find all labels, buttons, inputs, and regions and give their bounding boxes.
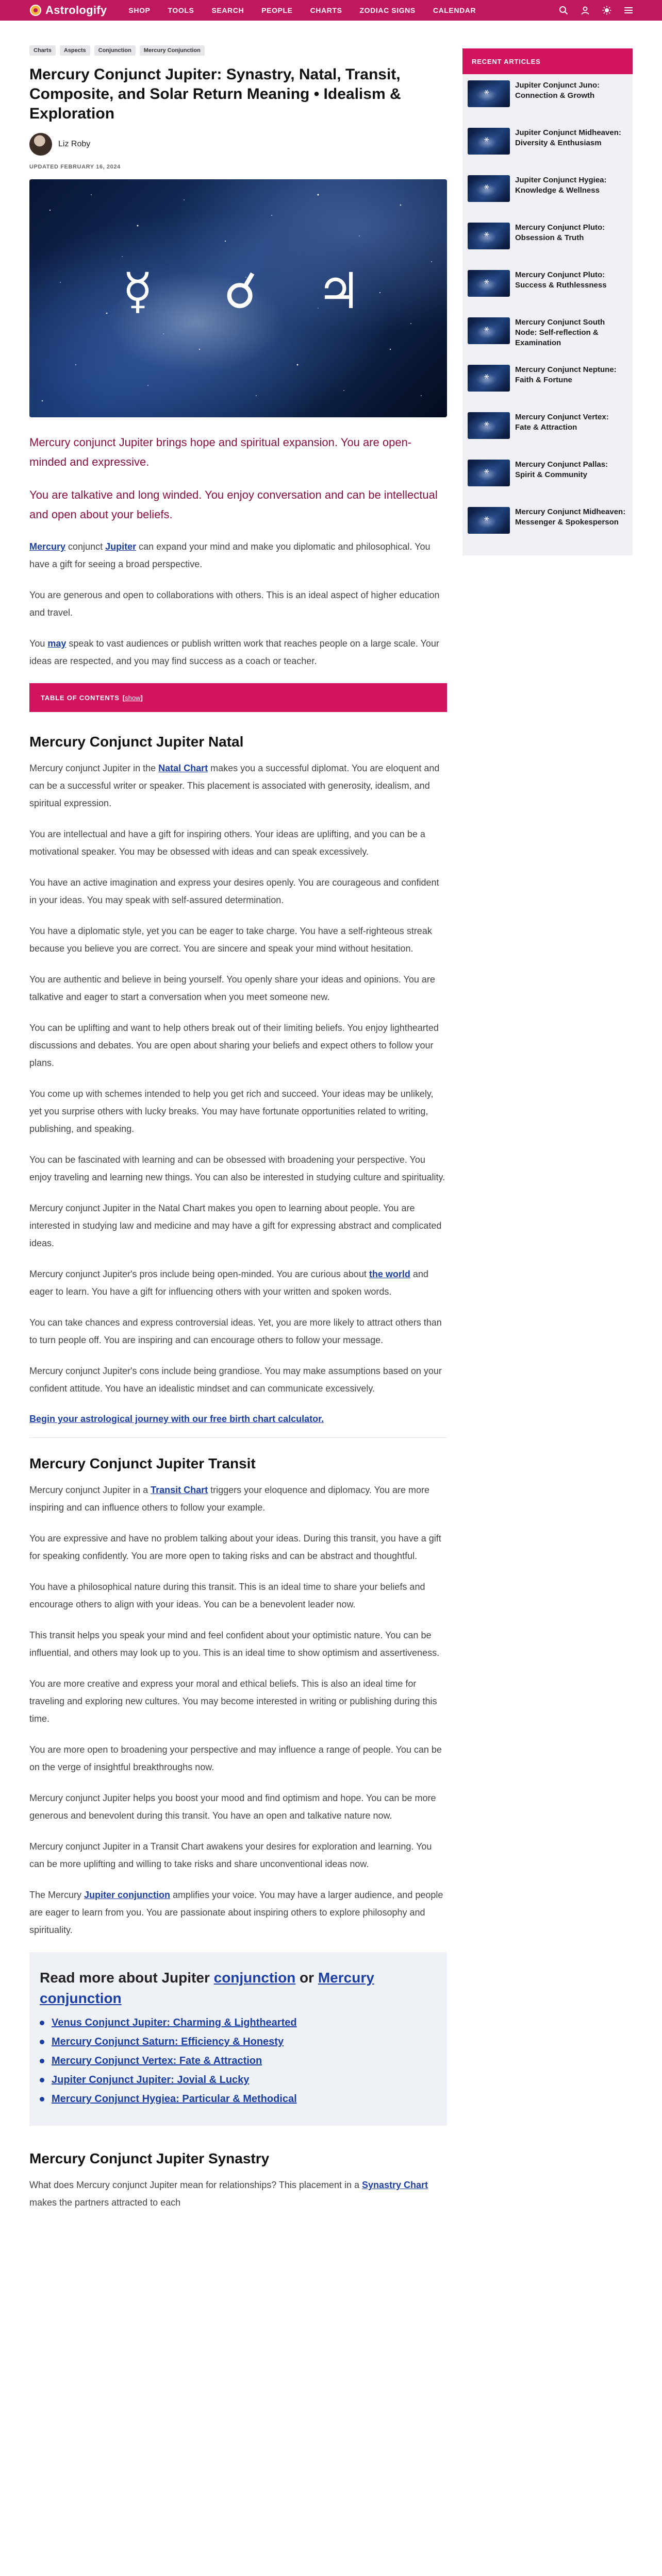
recent-article-item[interactable]: [462, 169, 633, 216]
nav-icons: [547, 5, 634, 15]
natal-chart-link[interactable]: Natal Chart: [158, 763, 208, 773]
recent-article-title[interactable]: Mercury Conjunct Pluto: Obsession & Truth: [515, 223, 605, 242]
section-divider: [29, 1437, 447, 1438]
natal-paragraph: You have a diplomatic style, yet you can be eager to take charge. You have a self-righteous streak because you believe you are correct. You are sincere and speak your mind without hesitation.: [29, 926, 432, 954]
may-link[interactable]: may: [47, 638, 67, 649]
read-more-link[interactable]: Mercury Conjunct Vertex: Fate & Attraction: [52, 2055, 262, 2066]
intro-paragraph-2: You are generous and open to collaborations with others. This is an ideal aspect of higher education and travel.: [29, 590, 440, 618]
recent-article-title[interactable]: Jupiter Conjunct Juno: Connection & Growth: [515, 81, 600, 100]
list-item: [40, 2036, 437, 2048]
read-more-link[interactable]: Mercury Conjunct Saturn: Efficiency & Honesty: [52, 2036, 284, 2047]
read-more-link[interactable]: Venus Conjunct Jupiter: Charming & Lighthearted: [52, 2017, 297, 2028]
tag-mercury-conjunction[interactable]: Mercury Conjunction: [140, 45, 205, 56]
tag-list: [29, 45, 447, 56]
recent-article-item[interactable]: [462, 122, 633, 169]
recent-article-title[interactable]: Mercury Conjunct Vertex: Fate & Attraction: [515, 413, 609, 432]
recent-article-item[interactable]: [462, 453, 633, 501]
recent-article-item[interactable]: [462, 501, 633, 548]
natal-paragraph: You are intellectual and have a gift for inspiring others. Your ideas are uplifting, and you can be a motivational speaker. You may be obsessed with ideas and can speak excessively.: [29, 829, 425, 857]
article: [29, 45, 447, 2225]
transit-paragraph: You are more open to broadening your perspective and may influence a range of people. You can be on the verge of insightful breakthroughs now.: [29, 1744, 442, 1772]
natal-paragraph: You can be fascinated with learning and can be obsessed with broadening your perspective. You enjoy traveling and learning new things. You can also be interested in studying culture and spirituality.: [29, 1155, 445, 1182]
jupiter-glyph-icon: ♃: [316, 262, 361, 320]
recent-article-title[interactable]: Mercury Conjunct Pluto: Success & Ruthlessness: [515, 270, 607, 290]
search-icon[interactable]: [558, 5, 569, 15]
read-more-list: [40, 2017, 437, 2105]
transit-paragraph: You are more creative and express your moral and ethical beliefs. This is also an ideal time for traveling and exploring new cultures. You may become interested in writing or publishing during this time.: [29, 1679, 437, 1724]
nav-link-zodiac-signs[interactable]: ZODIAC SIGNS: [359, 6, 416, 14]
recent-article-item[interactable]: [462, 74, 633, 122]
nav-link-calendar[interactable]: CALENDAR: [433, 6, 476, 14]
bullet-icon: [40, 2097, 44, 2102]
recent-article-item[interactable]: [462, 264, 633, 311]
mercury-link[interactable]: Mercury: [29, 541, 66, 552]
lead-paragraph-2: You are talkative and long winded. You enjoy conversation and can be intellectual and open about your beliefs.: [29, 488, 438, 521]
tag-charts[interactable]: Charts: [29, 45, 56, 56]
sun-icon[interactable]: [602, 5, 612, 15]
transit-paragraph: You have a philosophical nature during this transit. This is an ideal time to share your beliefs and encourage others to align with your ideas. You can be a benevolent leader now.: [29, 1582, 425, 1609]
read-more-title: Read more about Jupiter conjunction or Mercury conjunction: [40, 1970, 374, 2006]
transit-chart-link[interactable]: Transit Chart: [151, 1485, 208, 1495]
recent-article-item[interactable]: [462, 311, 633, 359]
read-more-link[interactable]: Jupiter Conjunct Jupiter: Jovial & Lucky: [52, 2074, 250, 2086]
jupiter-link[interactable]: Jupiter: [105, 541, 137, 552]
tag-aspects[interactable]: Aspects: [60, 45, 90, 56]
natal-paragraph: Mercury conjunct Jupiter's cons include being grandiose. You may make assumptions based on your confident attitude. You have an idealistic mindset and can communicate excessively.: [29, 1366, 442, 1394]
transit-paragraph: The Mercury Jupiter conjunction amplifies your voice. You may have a larger audience, and people are eager to learn from you. You are passionate about inspiring others to explore philosophy and spirituality.: [29, 1890, 443, 1935]
conjunction-link[interactable]: conjunction: [213, 1970, 296, 1986]
natal-heading: Mercury Conjunct Jupiter Natal: [29, 734, 244, 750]
article-thumbnail: [468, 317, 510, 344]
toc-show-toggle[interactable]: [show]: [122, 693, 143, 702]
article-thumbnail: [468, 412, 510, 439]
recent-articles-heading: RECENT ARTICLES: [462, 48, 633, 74]
natal-paragraph: Mercury conjunct Jupiter in the Natal Chart makes you open to learning about people. You are interested in studying law and medicine and may have a gift for expressing abstract and complicated ideas.: [29, 1203, 442, 1248]
synastry-paragraph: What does Mercury conjunct Jupiter mean for relationships? This placement in a Synastry Chart makes the partners attracted to each: [29, 2180, 428, 2208]
transit-heading: Mercury Conjunct Jupiter Transit: [29, 1455, 256, 1471]
article-thumbnail: [468, 270, 510, 297]
recent-article-title[interactable]: Jupiter Conjunct Midheaven: Diversity & Enthusiasm: [515, 128, 621, 147]
bullet-icon: [40, 2040, 44, 2044]
hero-image: [29, 179, 447, 417]
nav-link-shop[interactable]: SHOP: [128, 6, 151, 14]
article-thumbnail: [468, 507, 510, 534]
recent-article-item[interactable]: [462, 359, 633, 406]
bullet-icon: [40, 2078, 44, 2082]
natal-paragraph: Mercury conjunct Jupiter in the Natal Chart makes you a successful diplomat. You are eloquent and can be a successful writer or speaker. This placement is associated with generosity, idealism, and spiritual expression.: [29, 763, 440, 808]
article-thumbnail: [468, 128, 510, 155]
recent-article-title[interactable]: Mercury Conjunct Neptune: Faith & Fortune: [515, 365, 617, 384]
recent-article-title[interactable]: Jupiter Conjunct Hygiea: Knowledge & Wellness: [515, 176, 607, 195]
logo-icon: [30, 5, 41, 16]
toc-title: TABLE OF CONTENTS: [41, 693, 120, 702]
nav-link-people[interactable]: PEOPLE: [261, 6, 293, 14]
nav-link-charts[interactable]: CHARTS: [310, 6, 342, 14]
tag-conjunction[interactable]: Conjunction: [94, 45, 136, 56]
recent-article-item[interactable]: [462, 216, 633, 264]
read-more-link[interactable]: Mercury Conjunct Hygiea: Particular & Methodical: [52, 2093, 297, 2105]
user-icon[interactable]: [580, 5, 590, 15]
jupiter-conjunction-link[interactable]: Jupiter conjunction: [84, 1890, 171, 1900]
intro-paragraph-1: Mercury conjunct Jupiter can expand your mind and make you diplomatic and philosophical. You have a gift for seeing a broad perspective.: [29, 541, 431, 569]
recent-article-item[interactable]: [462, 406, 633, 453]
article-thumbnail: [468, 175, 510, 202]
natal-paragraph: You have an active imagination and express your desires openly. You are courageous and confident in your ideas. You may speak with self-assured determination.: [29, 877, 439, 905]
author-byline: [29, 133, 447, 156]
transit-paragraph: Mercury conjunct Jupiter in a Transit Chart awakens your desires for exploration and learning. You can be more uplifting and willing to take risks and share unconventional ideas now.: [29, 1841, 432, 1869]
natal-paragraph: Mercury conjunct Jupiter's pros include being open-minded. You are curious about the world and eager to learn. You have a gift for influencing others with your written and spoken words.: [29, 1269, 428, 1297]
synastry-heading: Mercury Conjunct Jupiter Synastry: [29, 2150, 270, 2166]
conjunction-glyph-icon: ☌: [224, 262, 258, 320]
recent-article-title[interactable]: Mercury Conjunct Pallas: Spirit & Community: [515, 460, 608, 479]
nav-link-search[interactable]: SEARCH: [211, 6, 244, 14]
list-item: [40, 2017, 437, 2029]
article-thumbnail: [468, 365, 510, 392]
synastry-chart-link[interactable]: Synastry Chart: [361, 2180, 428, 2190]
list-item: [40, 2093, 437, 2105]
natal-paragraph: You can take chances and express controversial ideas. Yet, you are more likely to attract others than to turn people off. You are inspiring and can encourage others to follow your message.: [29, 1317, 442, 1345]
site-logo[interactable]: [30, 4, 107, 17]
the-world-link[interactable]: the world: [369, 1269, 410, 1279]
brand-name: Astrologify: [45, 4, 107, 16]
recent-articles-sidebar: [462, 48, 633, 555]
transit-paragraph: You are expressive and have no problem talking about your ideas. During this transit, you have a gift for speaking confidently. You are more open to taking risks and can be abstract and thoughtful.: [29, 1533, 441, 1561]
menu-icon[interactable]: [623, 5, 634, 15]
table-of-contents[interactable]: [29, 683, 447, 712]
top-navigation: [0, 0, 662, 21]
bullet-icon: [40, 2059, 44, 2063]
list-item: [40, 2055, 437, 2067]
article-title: Mercury Conjunct Jupiter: Synastry, Natal, Transit, Composite, and Solar Return Meaning • Idealism & Exploration: [29, 66, 401, 122]
nav-link-tools[interactable]: TOOLS: [168, 6, 194, 14]
bullet-icon: [40, 2021, 44, 2025]
recent-article-title[interactable]: Mercury Conjunct South Node: Self-reflection & Examination: [515, 318, 605, 347]
transit-paragraph: Mercury conjunct Jupiter in a Transit Chart triggers your eloquence and diplomacy. You are more inspiring and can influence others to follow your example.: [29, 1485, 430, 1513]
read-more-box: [29, 1952, 447, 2126]
mercury-glyph-icon: ☿: [122, 262, 153, 320]
natal-paragraph: You can be uplifting and want to help others break out of their limiting beliefs. You enjoy lighthearted discussions and debates. You are open about sharing your beliefs and expect others to follow your plans.: [29, 1023, 439, 1068]
article-thumbnail: [468, 460, 510, 486]
nav-links: [128, 6, 493, 14]
updated-date: UPDATED FEBRUARY 16, 2024: [29, 164, 121, 170]
hero-starfield: [29, 179, 447, 417]
list-item: [40, 2074, 437, 2086]
article-thumbnail: [468, 80, 510, 107]
article-thumbnail: [468, 223, 510, 249]
intro-paragraph-3: You may speak to vast audiences or publish written work that reaches people on a large scale. Your ideas are respected, and you may find success as a coach or teacher.: [29, 638, 439, 666]
author-avatar: [29, 133, 52, 156]
transit-paragraph: This transit helps you speak your mind and feel confident about your optimistic nature. You can be influential, and others may look up to you. This is an ideal time to show optimism and assertiveness.: [29, 1630, 440, 1658]
natal-paragraph: You come up with schemes intended to help you get rich and succeed. Your ideas may be unlikely, yet you surprise others with lucky breaks. You may have fortunate opportunities related to writing, publishing, and speaking.: [29, 1089, 434, 1134]
birth-chart-cta-link[interactable]: Begin your astrological journey with our free birth chart calculator.: [29, 1414, 324, 1424]
natal-paragraph: You are authentic and believe in being yourself. You openly share your ideas and opinions. You are talkative and eager to start a conversation when you meet someone new.: [29, 974, 435, 1002]
author-name[interactable]: Liz Roby: [58, 140, 91, 148]
mercury-conjunction-link[interactable]: Mercury conjunction: [40, 1970, 374, 2006]
transit-paragraph: Mercury conjunct Jupiter helps you boost your mood and find optimism and hope. You can be more generous and benevolent during this transit. You have an open and talkative nature now.: [29, 1793, 436, 1821]
lead-paragraph-1: Mercury conjunct Jupiter brings hope and spiritual expansion. You are open-minded and expressive.: [29, 436, 412, 468]
recent-article-title[interactable]: Mercury Conjunct Midheaven: Messenger & Spokesperson: [515, 507, 626, 527]
